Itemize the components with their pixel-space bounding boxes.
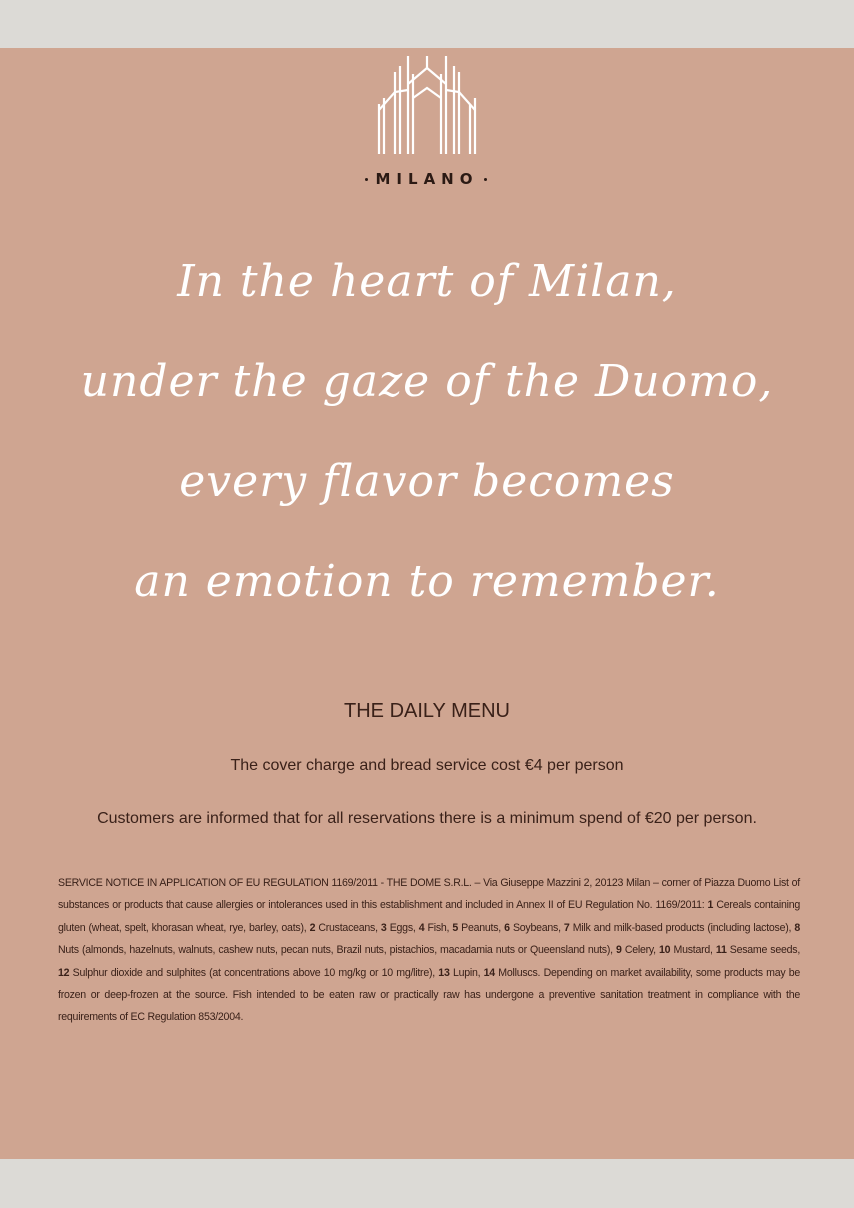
allergen-number: 2 [306,921,316,934]
allergen-number: 1 [707,899,714,912]
quote-line-1: In the heart of Milan, [177,256,677,307]
allergen-number: 4 [415,921,425,934]
allergen-item [435,967,480,979]
allergen-number: 7 [560,921,570,934]
allergen-text: Molluscs. [494,966,541,979]
brand-wordmark [0,170,854,188]
allergen-number: 12 [58,966,70,979]
allergen-number: 5 [449,921,459,934]
allergen-item [416,922,450,934]
allergen-number: 9 [612,944,622,957]
allergen-number: 11 [712,944,727,957]
allergen-text: Fish, [424,921,450,934]
allergen-item [501,922,561,934]
duomo-cathedral-icon [375,54,479,158]
allergen-text: Cereals containing gluten (wheat, spelt, khorasan wheat, rye, barley, oats), [58,899,800,934]
allergen-item [449,922,501,934]
minimum-spend-text: Customers are informed that for all reservations there is a minimum spend of €20 per person. [97,810,757,827]
allergen-text: Milk and milk-based products (including lactose), [569,921,792,934]
brand-name: MILANO [375,170,479,188]
allergen-item [561,922,791,934]
allergen-number: 10 [655,944,671,957]
allergen-text: Sesame seeds, [726,944,801,957]
allergen-item [656,944,713,956]
allergen-number: 14 [480,966,495,979]
allergen-text: Crustaceans, [315,921,378,934]
brand-logo [0,54,854,188]
allergen-text: Eggs, [386,921,416,934]
allergen-number: 13 [434,966,450,979]
allergen-text: Celery, [621,944,656,957]
allergen-text: Nuts (almonds, hazelnuts, walnuts, cashew nuts, pecan nuts, Brazil nuts, pistachios, macadamia nuts or Queensland nuts), [58,944,613,957]
allergen-item [613,944,656,956]
allergen-item [58,967,435,979]
allergen-text: Lupin, [449,966,481,979]
allergen-item [713,944,800,956]
allergen-number: 3 [377,921,387,934]
allergen-notice [58,872,800,1029]
dot-icon [484,178,487,181]
dot-icon [365,178,368,181]
menu-title: THE DAILY MENU [344,700,510,722]
allergen-text: Sulphur dioxide and sulphites (at concentrations above 10 mg/kg or 10 mg/litre), [69,966,435,979]
quote-line-2: under the gaze of the Duomo, [80,356,774,407]
allergen-item [306,922,377,934]
quote-line-4: an emotion to remember. [134,556,720,607]
allergen-item [378,922,416,934]
allergen-number: 8 [791,921,800,934]
allergen-text: Peanuts, [458,921,501,934]
allergen-number: 6 [501,921,510,934]
allergen-text: Soybeans, [509,921,561,934]
notice-outro: Depending on market availability, some products may be frozen or deep-frozen at the source. Fish intended to be eaten raw or practically raw has undergone a preventive sanitation treatment in compliance with the requirements of EC Regulation 853/2004. [58,966,801,1024]
allergen-item [480,967,540,979]
tagline-quote [0,232,854,632]
quote-line-3: every flavor becomes [179,456,675,507]
notice-intro: SERVICE NOTICE IN APPLICATION OF EU REGULATION 1169/2011 - THE DOME S.R.L. – Via Giuseppe Mazzini 2, 20123 Milan – corner of Piazza Duomo List of substances or products that cause allergies or intolerances used in this establishment and included in Annex II of EU Regulation No. 1169/2011: [58,877,800,912]
allergen-text: Mustard, [670,944,713,957]
cover-charge-text: The cover charge and bread service cost €4 per person [230,757,624,774]
